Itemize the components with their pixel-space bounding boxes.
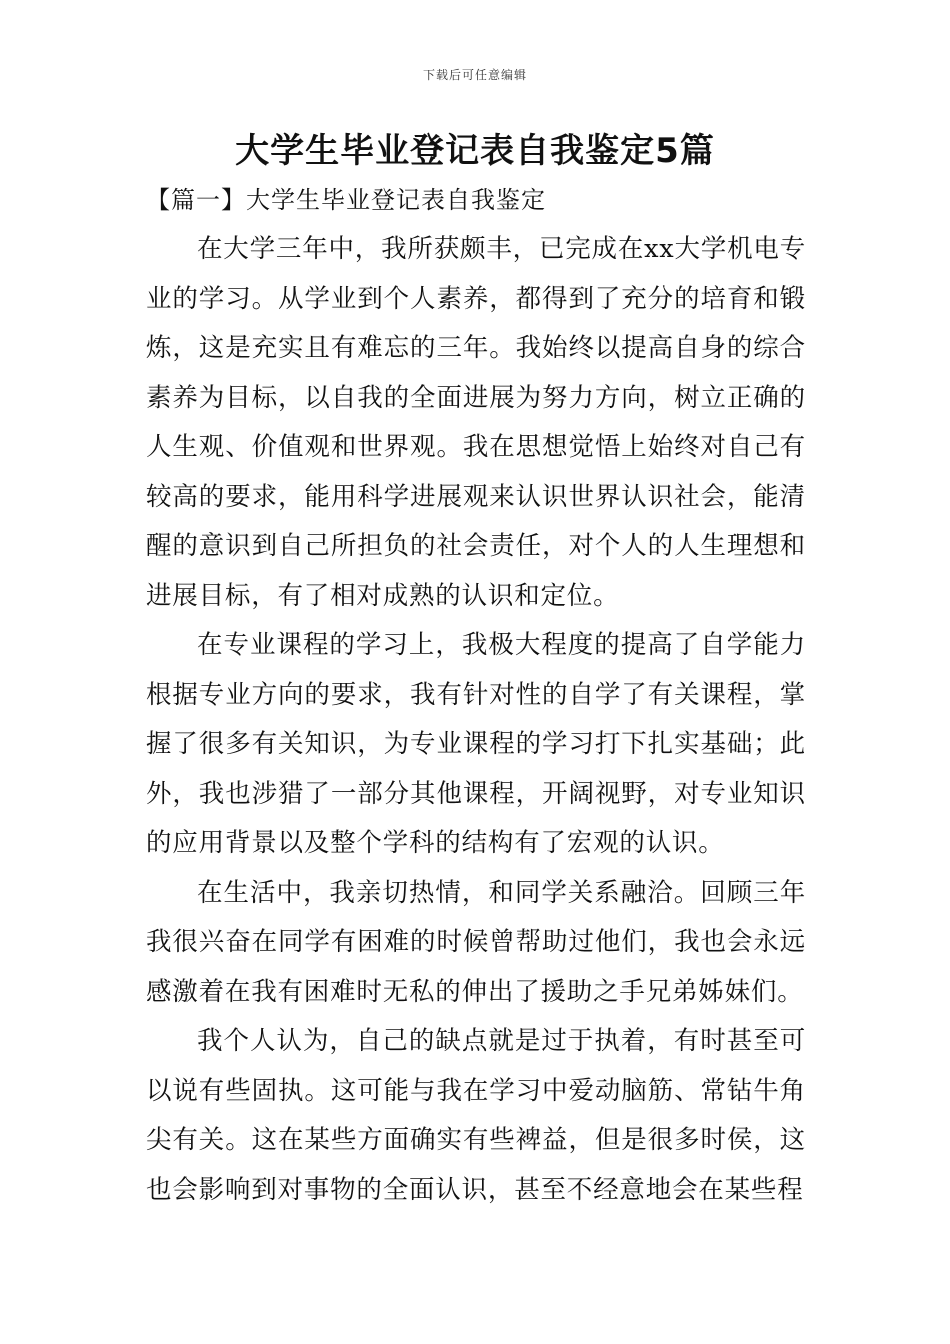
header-note: 下载后可任意编辑 [422,68,527,82]
paragraph-1: 在大学三年中，我所获颇丰，已完成在xx大学机电专业的学习。从学业到个人素养，都得到了充分的培育和锻炼，这是充实且有难忘的三年。我始终以提高自身的综合素养为目标，以自我的全面进展为努力方向，树立正确的人生观、价值观和世界观。我在思想觉悟上始终对自己有较高的要求，能用科学进展观来认识世界认识社会，能清醒的意识到自己所担负的社会责任，对个人的人生理想和进展目标，有了相对成熟的认识和定位。 [146,234,806,611]
document-title: 大学生毕业登记表自我鉴定5篇 [235,131,715,171]
paragraph-4: 我个人认为，自己的缺点就是过于执着，有时甚至可以说有些固执。这可能与我在学习中爱动脑筋、常钻牛角尖有关。这在某些方面确实有些裨益，但是很多时侯，这也会影响到对事物的全面认识，甚至不经意地会在某些程 [146,1026,806,1205]
section-heading: 【篇一】大学生毕业登记表自我鉴定 [146,186,546,214]
paragraph-3: 在生活中，我亲切热情，和同学关系融洽。回顾三年我很兴奋在同学有困难的时候曾帮助过他们，我也会永远感激着在我有困难时无私的伸出了援助之手兄弟姊妹们。 [146,877,806,1007]
document-body [146,225,806,1215]
paragraph-2: 在专业课程的学习上，我极大程度的提高了自学能力根据专业方向的要求，我有针对性的自学了有关课程，掌握了很多有关知识，为专业课程的学习打下扎实基础；此外，我也涉猎了一部分其他课程，开阔视野，对专业知识的应用背景以及整个学科的结构有了宏观的认识。 [146,630,806,858]
